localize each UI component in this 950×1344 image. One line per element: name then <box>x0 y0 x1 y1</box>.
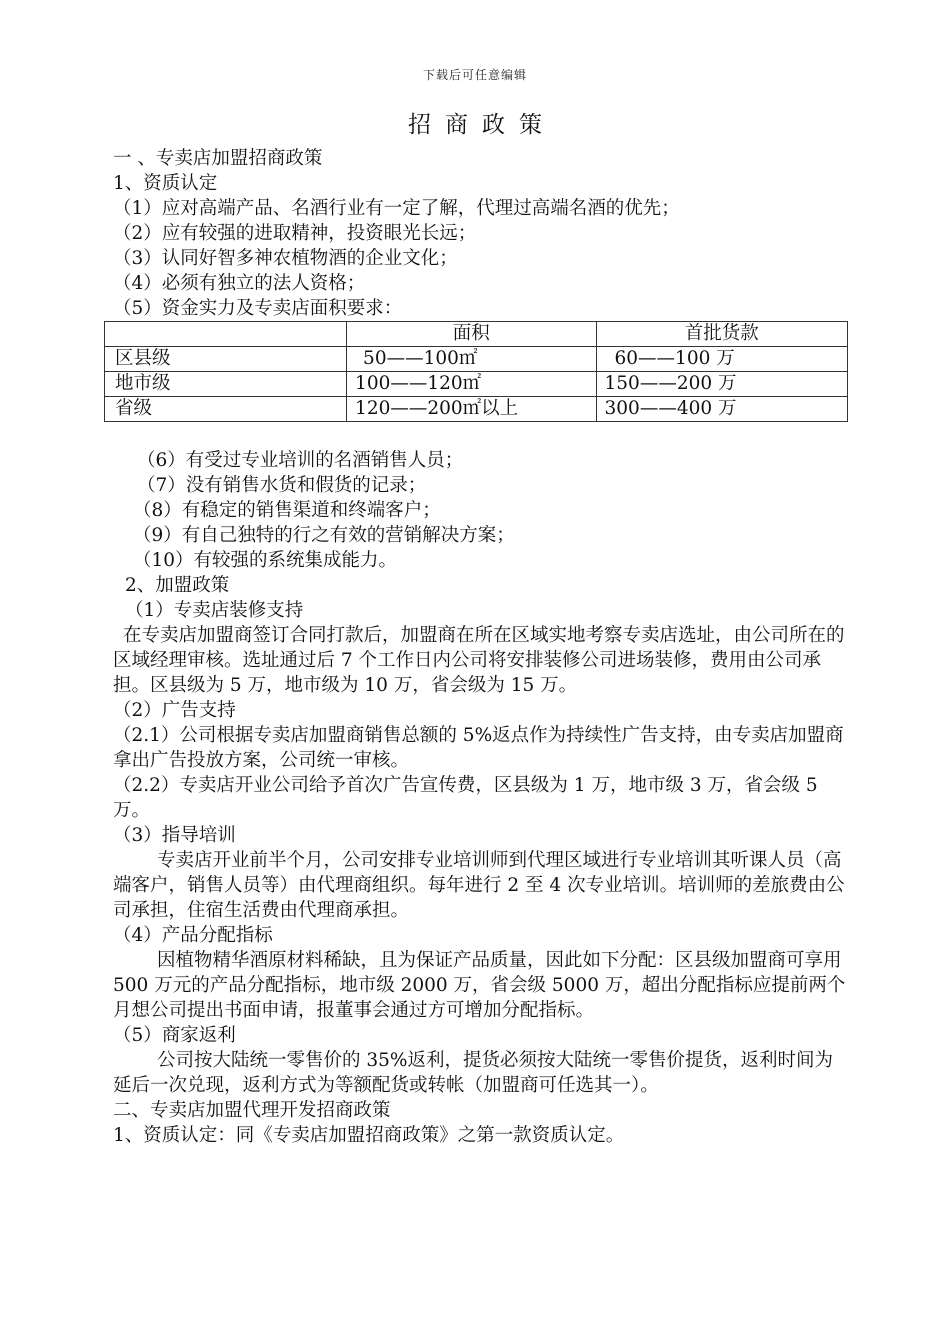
qualification-item: （4）必须有独立的法人资格； <box>113 273 366 294</box>
table-cell: 150——200 万 <box>596 372 847 397</box>
paragraph: 公司按大陆统一零售价的 35%返利，提货必须按大陆统一零售价提货，返利时间为延后一次兑现，返利方式为等额配货或转帐（加盟商可任选其一）。 <box>113 1050 834 1096</box>
table-row <box>105 372 848 397</box>
subsection-heading: （4）产品分配指标 <box>113 925 273 946</box>
table-header-cell <box>105 322 347 347</box>
table-header-row <box>105 322 848 347</box>
table-cell: 区县级 <box>105 347 347 372</box>
qualification-item: （5）资金实力及专卖店面积要求： <box>113 298 403 319</box>
table-header-cell: 面积 <box>347 322 596 347</box>
document-title: 招商政策 <box>408 112 556 138</box>
paragraph: 在专卖店加盟商签订合同打款后，加盟商在所在区域实地考察专卖店选址，由公司所在的区域经理审核。选址通过后 7 个工作日内公司将安排装修公司进场装修，费用由公司承担。区县级为 5 万，地市级为 10 万，省会级为 15 万。 <box>113 625 845 696</box>
qualification-item: （10）有较强的系统集成能力。 <box>133 550 398 571</box>
table-header-cell: 首批货款 <box>596 322 847 347</box>
paragraph: （2.2）专卖店开业公司给予首次广告宣传费，区县级为 1 万，地市级 3 万，省会级 5 万。 <box>113 775 818 821</box>
paragraph: 因植物精华酒原材料稀缺，且为保证产品质量，因此如下分配：区县级加盟商可享用 500 万元的产品分配指标，地市级 2000 万，省会级 5000 万，超出分配指标应提前两个月想公司提出书面申请，报董事会通过方可增加分配指标。 <box>113 950 846 1021</box>
header-note: 下载后可任意编辑 <box>422 68 527 82</box>
qualification-item: （8）有稳定的销售渠道和终端客户； <box>133 500 441 521</box>
policy-heading: 2、加盟政策 <box>125 575 230 596</box>
subsection-heading: （5）商家返利 <box>113 1025 236 1046</box>
table-cell: 省级 <box>105 397 347 422</box>
section2-item: 1、资质认定：同《专卖店加盟招商政策》之第一款资质认定。 <box>113 1125 625 1146</box>
qualification-item: （3）认同好智多神农植物酒的企业文化； <box>113 248 458 269</box>
table-row <box>105 397 848 422</box>
qualification-item: （6）有受过专业培训的名酒销售人员； <box>137 450 464 471</box>
table-cell: 50——100㎡ <box>347 347 596 372</box>
qualification-heading: 1、资质认定 <box>113 173 218 194</box>
table-row <box>105 347 848 372</box>
table-cell: 300——400 万 <box>596 397 847 422</box>
subsection-heading: （2）广告支持 <box>113 700 236 721</box>
table-cell: 120——200㎡以上 <box>347 397 596 422</box>
qualification-item: （9）有自己独特的行之有效的营销解决方案； <box>133 525 515 546</box>
table-cell: 地市级 <box>105 372 347 397</box>
requirements-table <box>104 321 848 422</box>
table-cell: 100——120㎡ <box>347 372 596 397</box>
section2-heading: 二、专卖店加盟代理开发招商政策 <box>113 1100 391 1121</box>
paragraph: （2.1）公司根据专卖店加盟商销售总额的 5%返点作为持续性广告支持，由专卖店加盟商拿出广告投放方案，公司统一审核。 <box>113 725 844 771</box>
subsection-heading: （1）专卖店装修支持 <box>125 600 304 621</box>
qualification-item: （7）没有销售水货和假货的记录； <box>137 475 427 496</box>
qualification-item: （2）应有较强的进取精神，投资眼光长远； <box>113 223 477 244</box>
qualification-item: （1）应对高端产品、名酒行业有一定了解，代理过高端名酒的优先； <box>113 198 680 219</box>
table-cell: 60——100 万 <box>596 347 847 372</box>
paragraph: 专卖店开业前半个月，公司安排专业培训师到代理区域进行专业培训其听课人员（高端客户，销售人员等）由代理商组织。每年进行 2 至 4 次专业培训。培训师的差旅费由公司承担，住宿生活费由代理商承担。 <box>113 850 845 921</box>
subsection-heading: （3）指导培训 <box>113 825 236 846</box>
section1-heading: 一 、专卖店加盟招商政策 <box>113 148 323 169</box>
document-body <box>113 146 848 1148</box>
